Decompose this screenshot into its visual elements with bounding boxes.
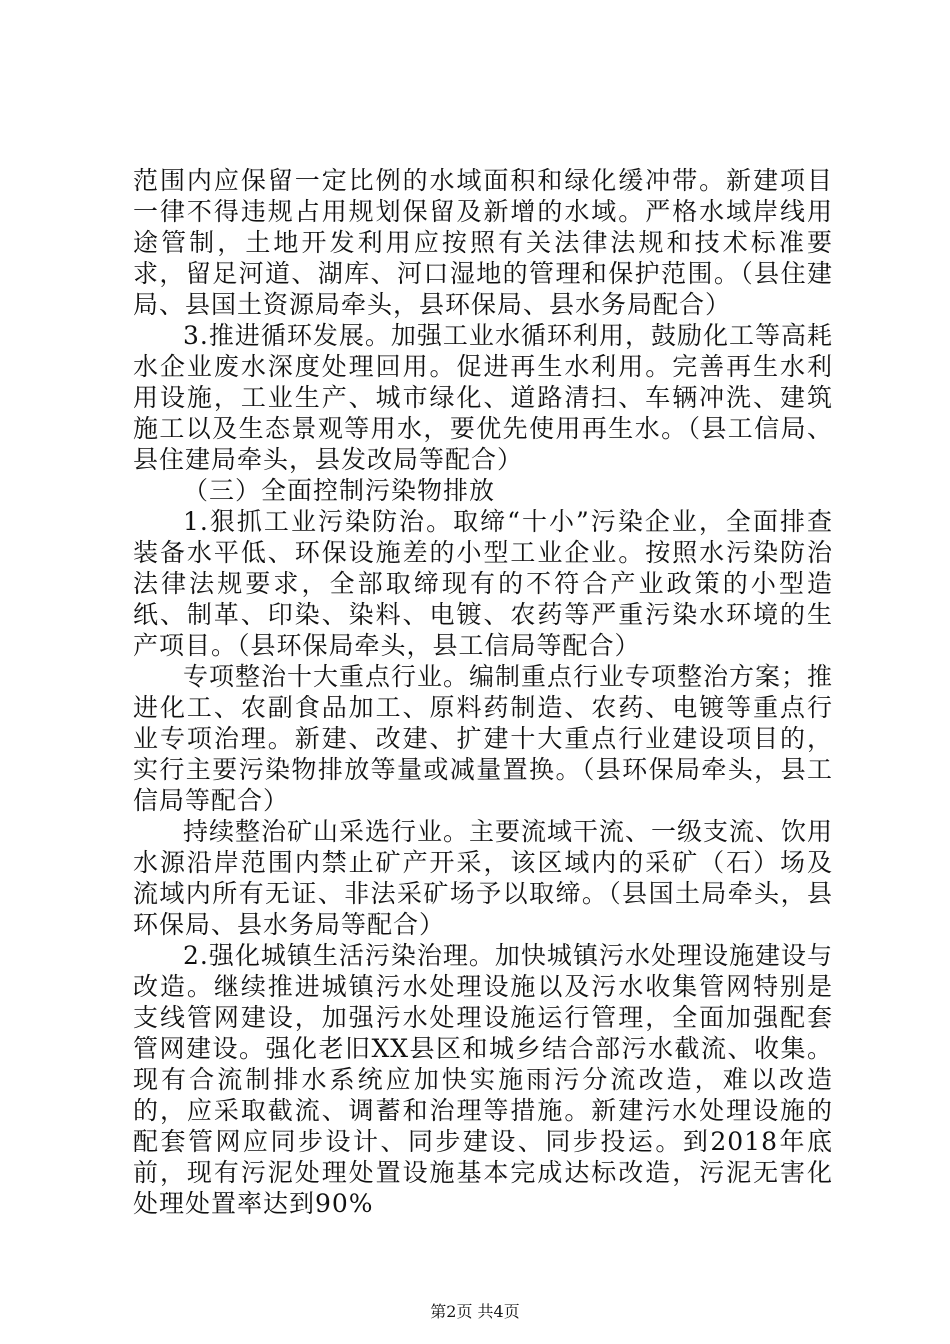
section-heading-pollution-control: （三）全面控制污染物排放 (183, 476, 496, 505)
paragraph-key-industries: 专项整治十大重点行业。编制重点行业专项整治方案；推进化工、农副食品加工、原料药制造、农药、电镀等重点行业专项治理。新建、改建、扩建十大重点行业建设项目的，实行主要污染物排放等量或减量置换。（县环保局牵头，县工信局等配合） (133, 662, 834, 815)
document-body (133, 165, 833, 1219)
paragraph-water-area: 范围内应保留一定比例的水域面积和绿化缓冲带。新建项目一律不得违规占用规划保留及新增的水域。严格水域岸线用途管制，土地开发利用应按照有关法律法规和技术标准要求，留足河道、湖库、河口湿地的管理和保护范围。（县住建局、县国土资源局牵头，县环保局、县水务局配合） (133, 166, 833, 319)
page-number-footer: 第2页 共4页 (430, 1302, 520, 1321)
paragraph-mining: 持续整治矿山采选行业。主要流域干流、一级支流、饮用水源沿岸范围内禁止矿产开采，该区域内的采矿（石）场及流域内所有无证、非法采矿场予以取缔。（县国土局牵头，县环保局、县水务局等配合） (133, 817, 834, 939)
paragraph-industrial-pollution: 1.狠抓工业污染防治。取缔“十小”污染企业，全面排查装备水平低、环保设施差的小型工业企业。按照水污染防治法律法规要求，全部取缔现有的不符合产业政策的小型造纸、制革、印染、染料、电镀、农药等严重污染水环境的生产项目。（县环保局牵头，县工信局等配合） (133, 507, 833, 660)
paragraph-circular-development: 3.推进循环发展。加强工业水循环利用，鼓励化工等高耗水企业废水深度处理回用。促进再生水利用。完善再生水利用设施，工业生产、城市绿化、道路清扫、车辆冲洗、建筑施工以及生态景观等用水，要优先使用再生水。（县工信局、县住建局牵头，县发改局等配合） (133, 321, 833, 474)
paragraph-urban-pollution: 2.强化城镇生活污染治理。加快城镇污水处理设施建设与改造。继续推进城镇污水处理设施以及污水收集管网特别是支线管网建设，加强污水处理设施运行管理，全面加强配套管网建设。强化老旧XX县区和城乡结合部污水截流、收集。现有合流制排水系统应加快实施雨污分流改造，难以改造的，应采取截流、调蓄和治理等措施。新建污水处理设施的配套管网应同步设计、同步建设、同步投运。到2018年底前，现有污泥处理处置设施基本完成达标改造，污泥无害化处理处置率达到90% (133, 941, 833, 1218)
